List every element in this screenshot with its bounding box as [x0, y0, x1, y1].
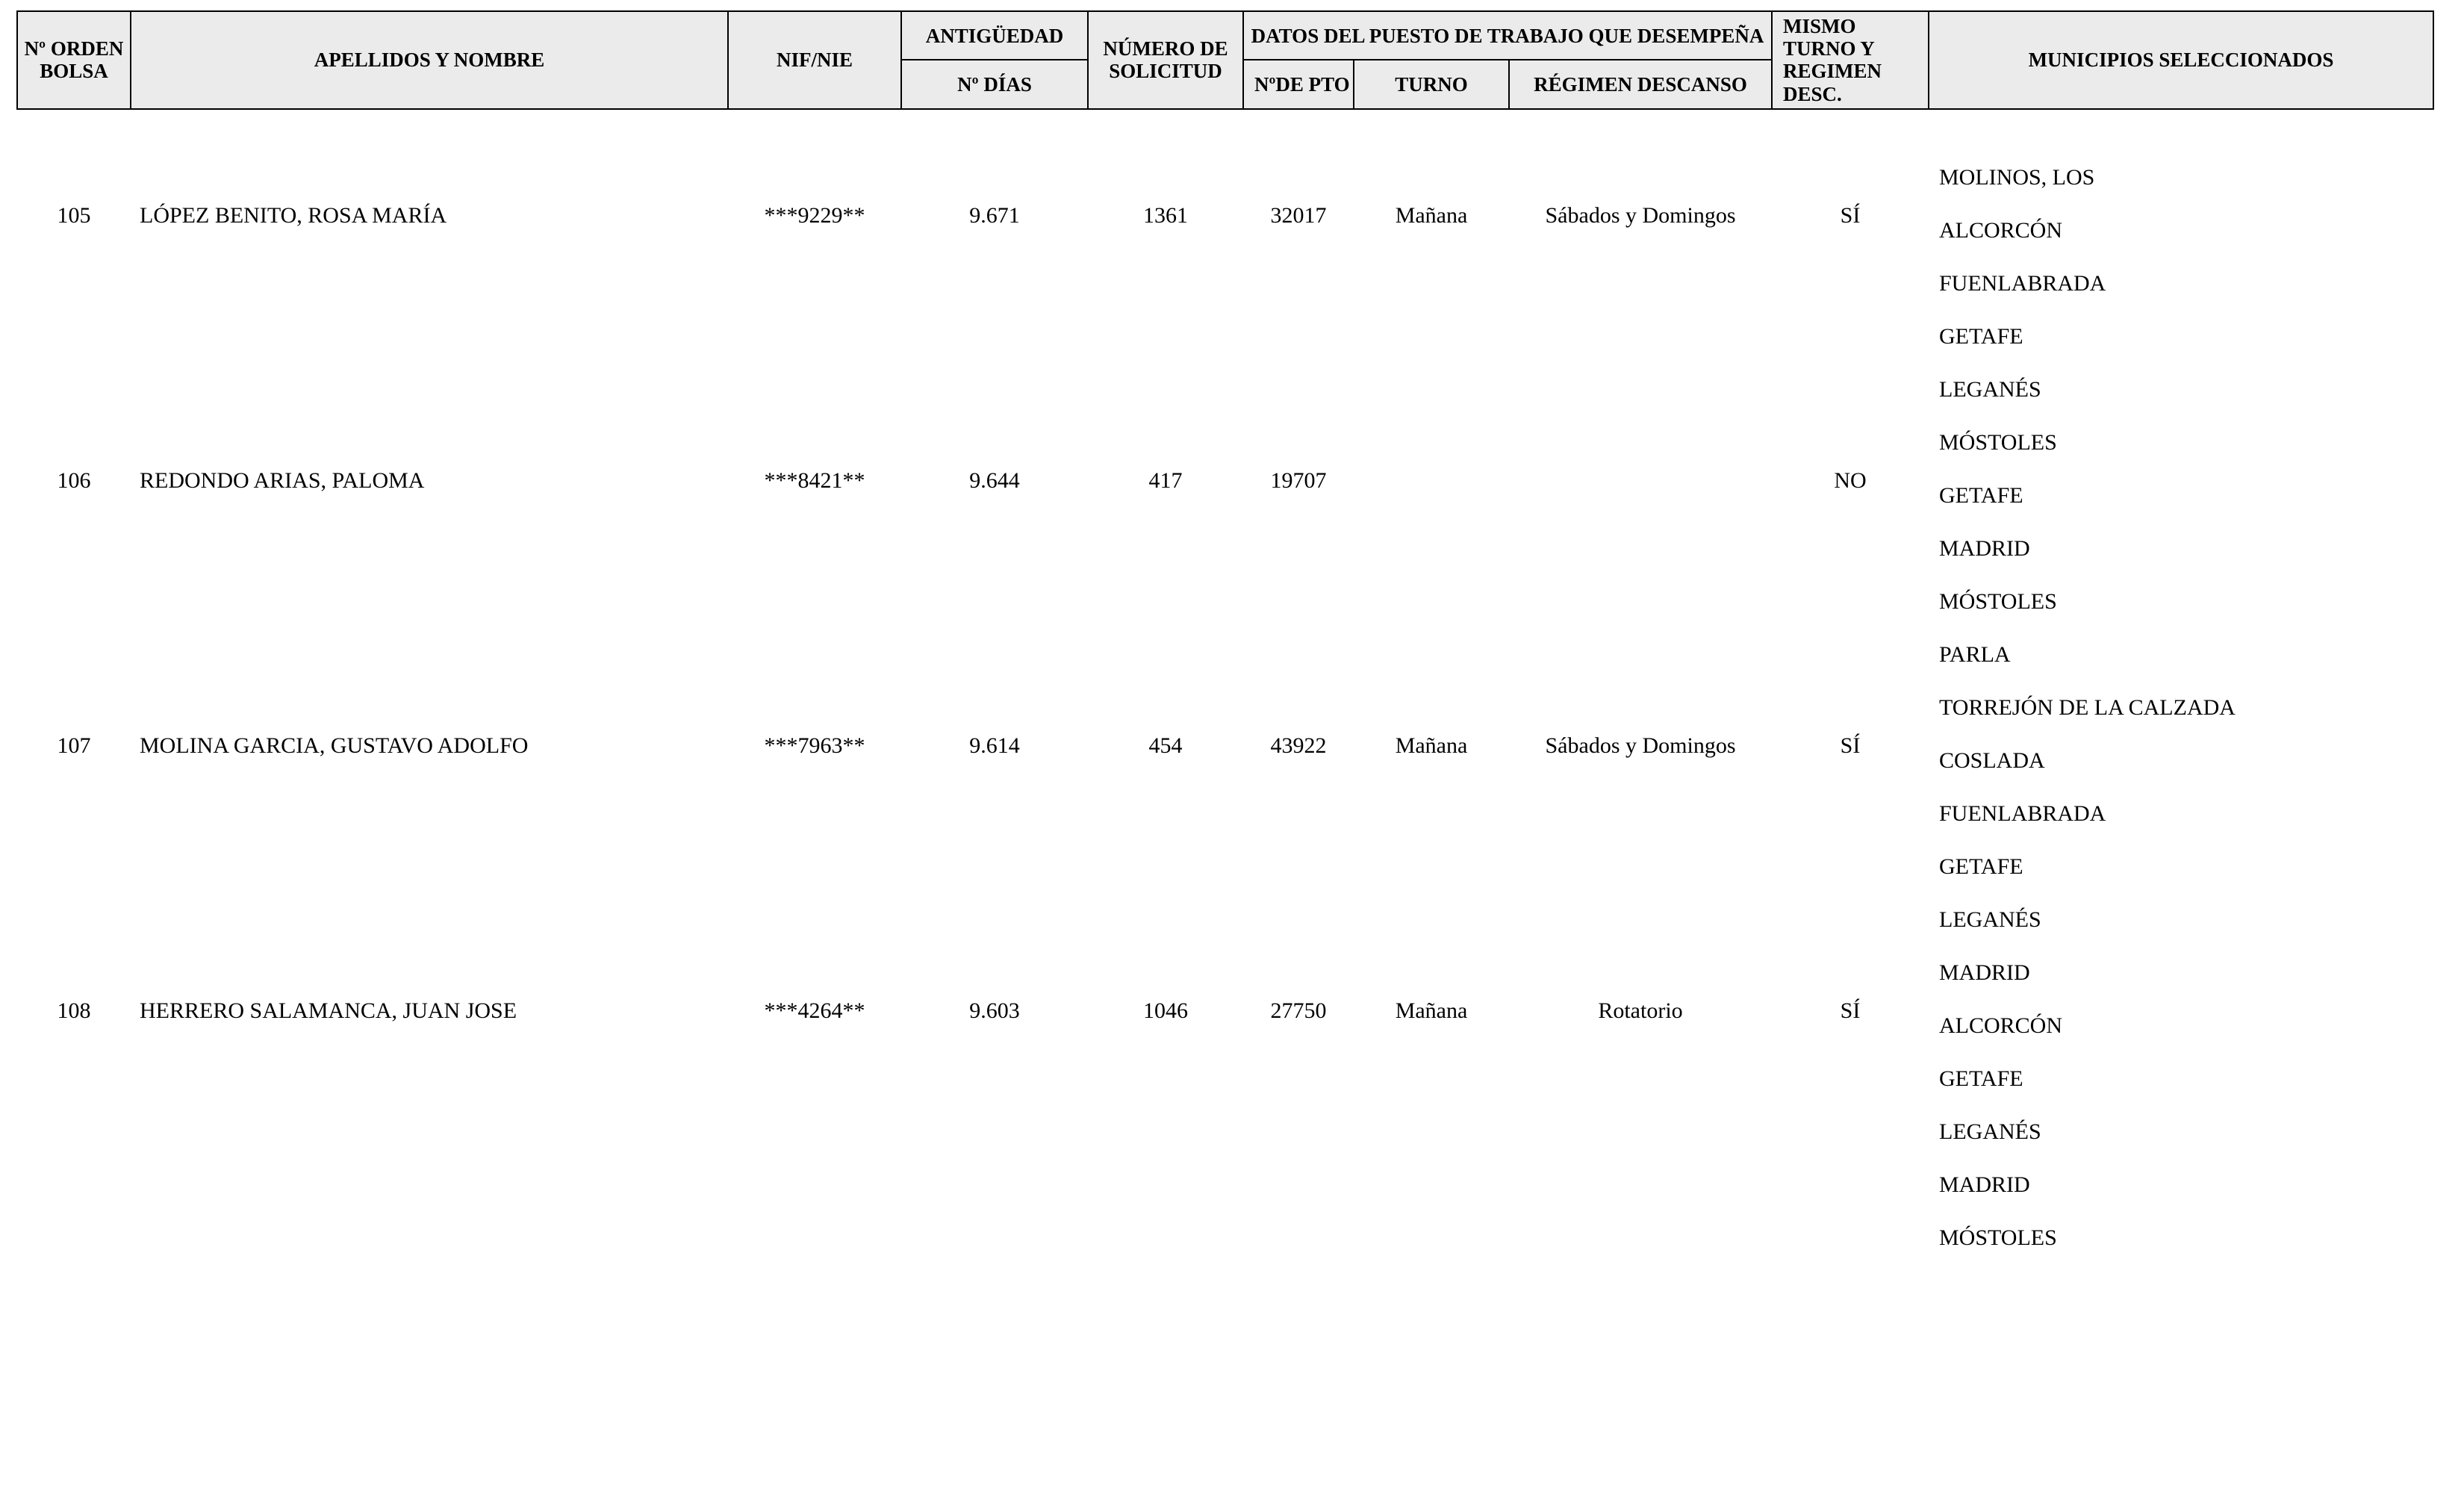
municipio-item: MÓSTOLES	[1939, 430, 2057, 456]
cell-numero-dpto-text: 19707	[1270, 467, 1327, 493]
cell-regimen-descanso	[1509, 470, 1772, 735]
cell-orden-bolsa	[17, 735, 131, 1000]
cell-mismo-turno-regimen-text: SÍ	[1840, 733, 1861, 758]
header-numero-dpto: NºDE PTO	[1243, 60, 1354, 108]
cell-numero-solicitud	[1088, 1000, 1243, 1265]
cell-numero-dpto-text: 27750	[1270, 998, 1327, 1023]
header-numero-dias: Nº DÍAS	[901, 60, 1088, 108]
cell-numero-dias-text: 9.603	[969, 998, 1020, 1023]
cell-nif-nie	[728, 467, 901, 735]
cell-municipios-seleccionados	[1929, 152, 2433, 470]
municipios-list	[1929, 152, 2433, 470]
municipio-item: ALCORCÓN	[1939, 218, 2063, 243]
cell-turno	[1354, 1000, 1509, 1265]
cell-apellidos-nombre-text: MOLINA GARCIA, GUSTAVO ADOLFO	[140, 733, 529, 758]
header-turno: TURNO	[1354, 60, 1509, 108]
cell-regimen-descanso	[1509, 735, 1772, 1000]
cell-municipios-seleccionados	[1929, 735, 2433, 1000]
cell-numero-dpto	[1243, 735, 1354, 1000]
cell-nif-nie-text: ***8421**	[764, 467, 865, 493]
cell-apellidos-nombre	[131, 467, 728, 735]
cell-mismo-turno-regimen	[1772, 1000, 1929, 1265]
cell-apellidos-nombre-text: REDONDO ARIAS, PALOMA	[140, 467, 425, 493]
table-body	[17, 109, 2433, 1265]
table-row	[17, 735, 2433, 1000]
municipio-item: MADRID	[1939, 960, 2030, 986]
cell-numero-dias	[901, 467, 1088, 735]
municipio-item: MÓSTOLES	[1939, 589, 2057, 615]
cell-orden-bolsa-text: 107	[57, 733, 91, 758]
cell-nif-nie-text: ***9229**	[764, 202, 865, 228]
cell-numero-solicitud-text: 1361	[1143, 202, 1188, 228]
cell-regimen-descanso-text: Sábados y Domingos	[1545, 202, 1736, 228]
cell-apellidos-nombre	[131, 735, 728, 1000]
cell-mismo-turno-regimen-text: SÍ	[1840, 998, 1861, 1023]
cell-municipios-seleccionados	[1929, 1000, 2433, 1265]
cell-mismo-turno-regimen-text: NO	[1834, 467, 1867, 493]
cell-apellidos-nombre	[131, 152, 728, 470]
header-orden-bolsa: Nº ORDEN BOLSA	[17, 11, 131, 109]
cell-numero-dias-text: 9.614	[969, 733, 1020, 758]
cell-orden-bolsa-text: 108	[57, 998, 91, 1023]
cell-turno-text: Mañana	[1395, 733, 1468, 758]
cell-apellidos-nombre	[131, 1000, 728, 1265]
table-header	[17, 11, 2433, 109]
municipio-item: FUENLABRADA	[1939, 271, 2106, 296]
municipio-item: MADRID	[1939, 1172, 2030, 1198]
cell-municipios-seleccionados	[1929, 470, 2433, 735]
cell-mismo-turno-regimen	[1772, 467, 1929, 735]
cell-numero-dpto	[1243, 152, 1354, 470]
cell-regimen-descanso	[1509, 1000, 1772, 1265]
municipio-item: TORREJÓN DE LA CALZADA	[1939, 695, 2236, 721]
municipio-item: MOLINOS, LOS	[1939, 165, 2095, 190]
municipio-item: GETAFE	[1939, 324, 2023, 349]
municipios-list	[1929, 735, 2433, 1000]
cell-numero-dpto-text: 32017	[1270, 202, 1327, 228]
cell-mismo-turno-regimen-text: SÍ	[1840, 202, 1861, 228]
municipio-item: COSLADA	[1939, 748, 2045, 774]
municipio-item: LEGANÉS	[1939, 377, 2041, 402]
municipio-item: GETAFE	[1939, 854, 2023, 880]
municipio-item: LEGANÉS	[1939, 907, 2041, 933]
document-page	[0, 10, 2464, 1486]
municipio-item: GETAFE	[1939, 1066, 2023, 1092]
cell-nif-nie	[728, 735, 901, 1000]
cell-mismo-turno-regimen	[1772, 152, 1929, 470]
cell-numero-solicitud-text: 1046	[1143, 998, 1188, 1023]
cell-numero-dpto	[1243, 1000, 1354, 1265]
cell-numero-solicitud-text: 417	[1148, 467, 1183, 493]
header-regimen-descanso: RÉGIMEN DESCANSO	[1509, 60, 1772, 108]
cell-numero-dias	[901, 1000, 1088, 1265]
cell-nif-nie-text: ***7963**	[764, 733, 865, 758]
municipio-item: FUENLABRADA	[1939, 801, 2106, 827]
cell-orden-bolsa	[17, 152, 131, 470]
cell-mismo-turno-regimen	[1772, 735, 1929, 1000]
municipio-item: LEGANÉS	[1939, 1119, 2041, 1145]
bolsa-empleo-table	[16, 10, 2434, 1265]
cell-regimen-descanso-text: Rotatorio	[1598, 998, 1683, 1023]
municipios-list	[1929, 1000, 2433, 1265]
cell-orden-bolsa-text: 105	[57, 202, 91, 228]
municipios-list	[1929, 470, 2433, 735]
cell-apellidos-nombre-text: HERRERO SALAMANCA, JUAN JOSE	[140, 998, 517, 1023]
cell-numero-dias	[901, 735, 1088, 1000]
header-municipios-seleccionados: MUNICIPIOS SELECCIONADOS	[1929, 11, 2433, 109]
header-gap-row	[17, 109, 2433, 152]
header-datos-puesto: DATOS DEL PUESTO DE TRABAJO QUE DESEMPEÑA	[1243, 11, 1772, 60]
table-row	[17, 1000, 2433, 1265]
municipio-item: MÓSTOLES	[1939, 1225, 2057, 1251]
municipio-item: MADRID	[1939, 536, 2030, 562]
table-row	[17, 470, 2433, 735]
cell-numero-solicitud	[1088, 467, 1243, 735]
cell-regimen-descanso-text: Sábados y Domingos	[1545, 733, 1736, 758]
cell-turno	[1354, 470, 1509, 735]
cell-turno-text: Mañana	[1395, 202, 1468, 228]
cell-nif-nie-text: ***4264**	[764, 998, 865, 1023]
cell-regimen-descanso	[1509, 152, 1772, 470]
municipio-item: GETAFE	[1939, 483, 2023, 509]
cell-apellidos-nombre-text: LÓPEZ BENITO, ROSA MARÍA	[140, 202, 447, 228]
cell-numero-dias-text: 9.671	[969, 202, 1020, 228]
table-row	[17, 152, 2433, 470]
cell-orden-bolsa	[17, 467, 131, 735]
cell-numero-solicitud-text: 454	[1148, 733, 1183, 758]
cell-turno	[1354, 735, 1509, 1000]
cell-numero-solicitud	[1088, 152, 1243, 470]
cell-numero-dias	[901, 152, 1088, 470]
municipio-item: ALCORCÓN	[1939, 1013, 2063, 1039]
municipio-item: PARLA	[1939, 642, 2011, 668]
cell-numero-dpto-text: 43922	[1270, 733, 1327, 758]
header-nif-nie: NIF/NIE	[728, 11, 901, 109]
header-apellidos-nombre: APELLIDOS Y NOMBRE	[131, 11, 728, 109]
cell-nif-nie	[728, 1000, 901, 1265]
header-numero-solicitud: NÚMERO DE SOLICITUD	[1088, 11, 1243, 109]
cell-turno	[1354, 152, 1509, 470]
cell-nif-nie	[728, 152, 901, 470]
spacer-cell	[17, 109, 2433, 152]
header-mismo-turno-regimen: MISMO TURNO Y REGIMEN DESC.	[1772, 11, 1929, 109]
cell-orden-bolsa	[17, 1000, 131, 1265]
cell-turno-text: Mañana	[1395, 998, 1468, 1023]
cell-numero-dias-text: 9.644	[969, 467, 1020, 493]
header-antiguedad: ANTIGÜEDAD	[901, 11, 1088, 60]
cell-orden-bolsa-text: 106	[57, 467, 91, 493]
cell-numero-dpto	[1243, 467, 1354, 735]
cell-numero-solicitud	[1088, 735, 1243, 1000]
